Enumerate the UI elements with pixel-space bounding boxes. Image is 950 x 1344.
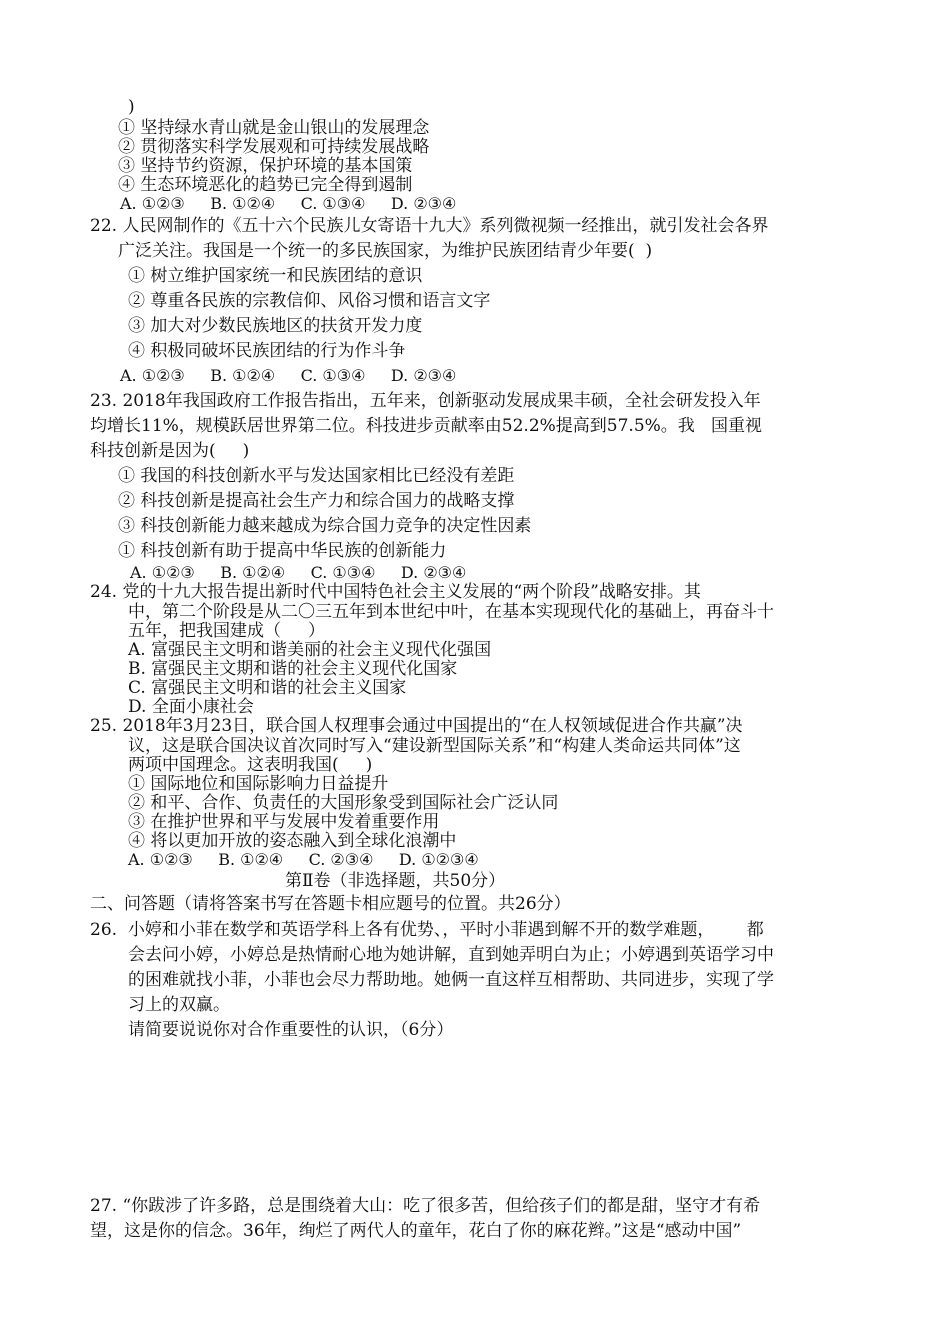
q23-option-4: ① 科技创新有助于提高中华民族的创新能力 [118, 541, 447, 561]
section-2-heading: 第Ⅱ卷（非选择题，共50分） [285, 871, 506, 891]
q21-option-4: ④ 生态环境恶化的趋势已完全得到遏制 [118, 175, 413, 195]
q22-option-4: ④ 积极同破坏民族团结的行为作斗争 [128, 341, 406, 361]
q25-option-1: ① 国际地位和国际影响力日益提升 [128, 774, 389, 794]
q25-stem-3: 两项中国理念。这表明我国( ) [128, 755, 373, 775]
q24-option-c: C. 富强民主文明和谐的社会主义国家 [128, 678, 407, 698]
q25-choices: A. ①②③ B. ①②④ C. ②③④ D. ①②③④ [128, 850, 479, 869]
q23-stem-3: 科技创新是因为( ) [90, 441, 250, 461]
part-2-heading: 二、问答题（请将答案书写在答题卡相应题号的位置。共26分） [90, 894, 571, 914]
answer-space [0, 1060, 950, 1180]
q23-option-2: ② 科技创新是提高社会生产力和综合国力的战略支撑 [118, 491, 515, 511]
q21-bracket-close: ) [128, 97, 135, 117]
q21-option-3: ③ 坚持节约资源，保护环境的基本国策 [118, 156, 413, 176]
q23-stem-1: 23. 2018年我国政府工作报告指出，五年来，创新驱动发展成果丰硕，全社会研发投入年 [90, 391, 761, 411]
q25-stem-2: 议，这是联合国决议首次同时写入“建设新型国际关系”和“构建人类命运共同体”这 [128, 736, 741, 756]
q22-option-2: ② 尊重各民族的宗教信仰、风俗习惯和语言文字 [128, 291, 491, 311]
q23-stem-2: 均增长11%，规模跃居世界第二位。科技进步贡献率由52.2%提高到57.5%。我 国重视 [90, 416, 763, 436]
q27-stem-1: 27. “你跋涉了许多路，总是围绕着大山：吃了很多苦，但给孩子们的都是甜，坚守才有希 [90, 1196, 761, 1216]
q27-stem-2: 望，这是你的信念。36年，绚烂了两代人的童年，花白了你的麻花辫。”这是“感动中国” [90, 1221, 742, 1241]
q26-stem-4: 习上的双赢。 [128, 995, 230, 1015]
q26-question: 请简要说说你对合作重要性的认识，（6分） [128, 1020, 454, 1040]
q25-option-4: ④ 将以更加开放的姿态融入到全球化浪潮中 [128, 831, 457, 851]
q21-option-2: ② 贯彻落实科学发展观和可持续发展战略 [118, 137, 430, 157]
q22-option-3: ③ 加大对少数民族地区的扶贫开发力度 [128, 316, 423, 336]
q21-option-1: ① 坚持绿水青山就是金山银山的发展理念 [118, 118, 430, 138]
q22-choices: A. ①②③ B. ①②④ C. ①③④ D. ②③④ [120, 366, 457, 385]
q26-stem-3: 的困难就找小菲，小菲也会尽力帮助地。她俩一直这样互相帮助、共同进步，实现了学 [128, 970, 774, 990]
q24-option-d: D. 全面小康社会 [128, 697, 254, 717]
q25-option-3: ③ 在推护世界和平与发展中发着重要作用 [128, 812, 440, 832]
q26-stem-2: 会去问小婷，小婷总是热情耐心地为她讲解，直到她弄明白为止；小婷遇到英语学习中 [128, 945, 774, 965]
q21-choices: A. ①②③ B. ①②④ C. ①③④ D. ②③④ [120, 194, 457, 213]
q23-option-3: ③ 科技创新能力越来越成为综合国力竞争的决定性因素 [118, 516, 532, 536]
q26-stem-1: 26. 小婷和小菲在数学和英语学科上各有优势、，平时小菲遇到解不开的数学难题， 都 [90, 920, 764, 940]
q23-option-1: ① 我国的科技创新水平与发达国家相比已经没有差距 [118, 466, 515, 486]
q25-stem-1: 25. 2018年3月23日，联合国人权理事会通过中国提出的“在人权领域促进合作共赢”决 [90, 716, 743, 736]
q23-choices: A. ①②③ B. ①②④ C. ①③④ D. ②③④ [130, 563, 467, 582]
q24-stem-1: 24. 党的十九大报告提出新时代中国特色社会主义发展的“两个阶段”战略安排。其 [90, 582, 701, 602]
q24-option-a: A. 富强民主文明和谐美丽的社会主义现代化强国 [128, 640, 492, 660]
q25-option-2: ② 和平、合作、负责任的大国形象受到国际社会广泛认同 [128, 793, 559, 813]
q22-stem-1: 22. 人民网制作的《五十六个民族儿女寄语十九大》系列微视频一经推出，就引发社会各界 [90, 216, 769, 236]
q22-option-1: ① 树立维护国家统一和民族团结的意识 [128, 266, 423, 286]
q24-stem-2: 中，第二个阶段是从二〇三五年到本世纪中叶，在基本实现现代化的基础上，再奋斗十 [128, 602, 774, 622]
q24-stem-3: 五年，把我国建成（ ） [128, 621, 326, 641]
q24-option-b: B. 富强民主文期和谐的社会主义现代化国家 [128, 659, 458, 679]
q22-stem-2: 广泛关注。我国是一个统一的多民族国家，为维护民族团结青少年要( ) [118, 241, 653, 261]
